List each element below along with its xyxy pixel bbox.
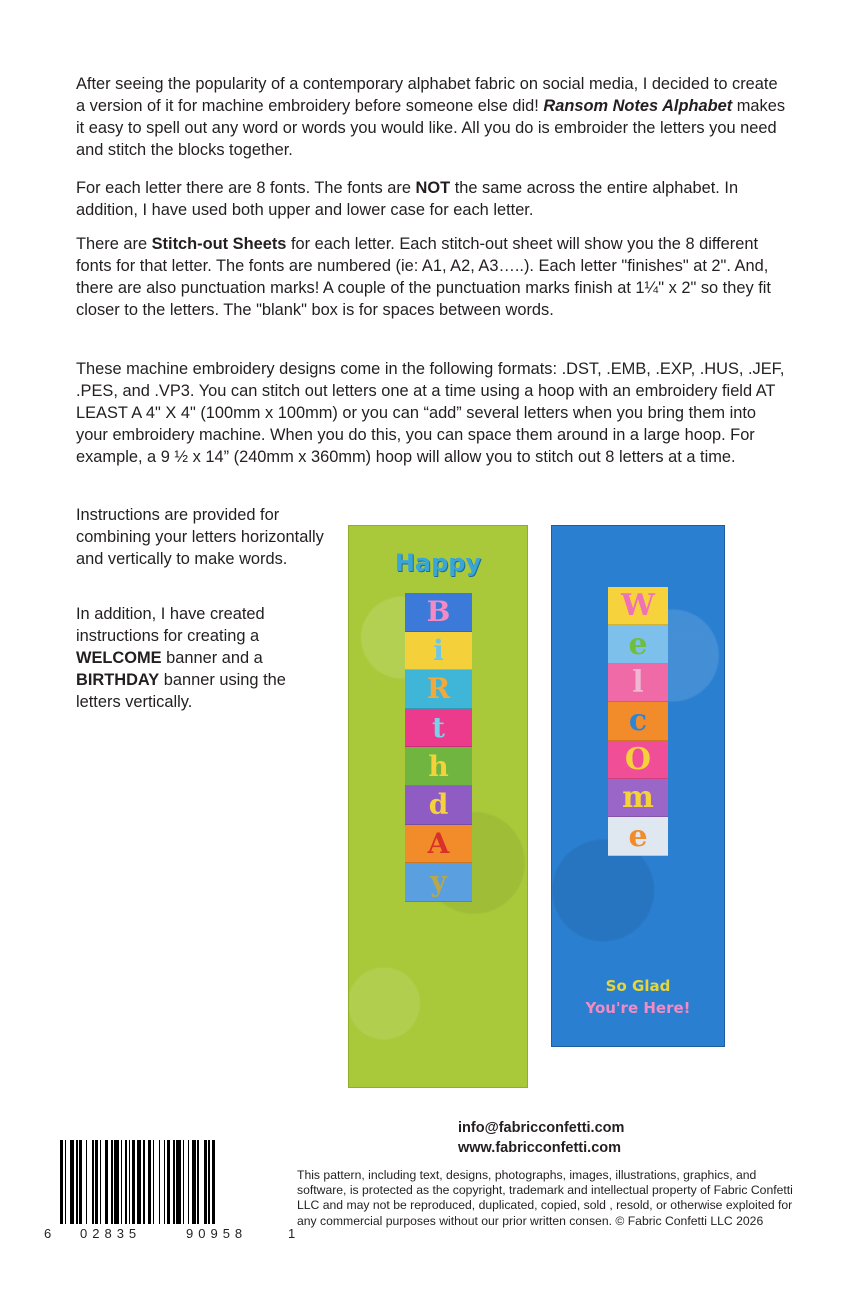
welcome-letter-block: W	[608, 587, 668, 625]
welcome-letter-block: m	[608, 779, 668, 817]
instructions-paragraph: Instructions are provided for combining your letters horizontally and vertically to make words.	[76, 506, 324, 568]
tagline-line-1: So Glad	[605, 977, 671, 995]
stitchout-emphasis: Stitch-out Sheets	[151, 235, 287, 253]
birthday-letter-block: y	[405, 863, 472, 902]
birthday-letter-column	[405, 593, 472, 902]
fonts-text-cont: the same across the entire alphabet. In addition, I have used both upper and lower case for each letter.	[76, 179, 739, 219]
birthday-letter-block: d	[405, 786, 472, 825]
welcome-tagline	[551, 975, 725, 1019]
barcode-left-group: 02835	[80, 1226, 142, 1241]
welcome-letter-block: O	[608, 741, 668, 779]
birthday-letter-block: A	[405, 825, 472, 864]
welcome-letter-block: e	[608, 625, 668, 663]
birthday-letter-block: t	[405, 709, 472, 748]
barcode-check-digit: 1	[288, 1226, 296, 1241]
banners-text-cont: banner and a	[161, 649, 263, 667]
formats-paragraph: These machine embroidery designs come in the following formats: .DST, .EMB, .EXP, .HUS, .JEF, .PES, and .VP3. You can stitch out letters one at a time using a hoop with an embroidery field AT LEAST A 4" X 4" (100mm x 100mm) or you can “add” several letters when you bring them into your embroidery machine. When you do this, you can space them around in a large hoop. For example, a 9 ½ x 14” (240mm x 360mm) hoop will allow you to stitch out 8 letters at a time.	[76, 360, 785, 466]
contact-info	[458, 1118, 624, 1158]
tagline-line-2: You're Here!	[585, 999, 691, 1017]
birthday-emphasis: BIRTHDAY	[76, 671, 160, 689]
birthday-letter-block: h	[405, 747, 472, 786]
product-name: Ransom Notes Alphabet	[543, 97, 733, 115]
barcode-first-digit: 6	[44, 1226, 52, 1241]
birthday-letter-block: R	[405, 670, 472, 709]
barcode-bars	[60, 1140, 280, 1224]
fonts-text: For each letter there are 8 fonts. The fonts are	[76, 179, 416, 197]
banners-text-end: banner using the letters vertically.	[76, 671, 286, 711]
welcome-letter-column	[608, 587, 668, 856]
welcome-letter-block: l	[608, 664, 668, 702]
copyright-notice: This pattern, including text, designs, photographs, images, illustrations, graphics, and software, is protected as the copyright, trademark and intellectual property of Fabric Confetti LLC and may not be reproduced, duplicated, copied, sold , resold, or otherwise exploited for any commercial purposes without our prior written consen. © Fabric Confetti LLC 2026	[297, 1168, 793, 1228]
contact-email[interactable]: info@fabricconfetti.com	[458, 1120, 625, 1136]
barcode	[44, 1138, 296, 1248]
barcode-right-group: 90958	[186, 1226, 248, 1241]
stitchout-paragraph	[76, 233, 788, 321]
intro-text-cont: makes it easy to spell out any word or words you would like. All you do is embroider the letters you need and stitch the blocks together.	[76, 97, 786, 159]
stitchout-text: There are	[76, 235, 152, 253]
birthday-letter-block: B	[405, 593, 472, 632]
fonts-paragraph	[76, 177, 788, 221]
welcome-banner-photo	[551, 525, 725, 1047]
banners-paragraph	[76, 603, 326, 713]
birthday-banner-photo	[348, 525, 528, 1088]
birthday-letter-block: i	[405, 632, 472, 671]
intro-paragraph	[76, 73, 788, 161]
welcome-letter-block: e	[608, 817, 668, 855]
banners-text: In addition, I have created instructions for creating a	[76, 605, 265, 645]
welcome-emphasis: WELCOME	[76, 649, 162, 667]
fonts-emphasis: NOT	[415, 179, 451, 197]
contact-website[interactable]: www.fabricconfetti.com	[458, 1140, 622, 1156]
intro-text: After seeing the popularity of a contemporary alphabet fabric on social media, I decided to create a version of it for machine embroidery before someone else did!	[76, 75, 778, 115]
happy-heading: Happy	[394, 549, 482, 577]
stitchout-text-cont: for each letter. Each stitch-out sheet will show you the 8 different fonts for that letter. The fonts are numbered (ie: A1, A2, A3…..). Each letter "finishes" at 2". And, there are also punctuation marks! A couple of the punctuation marks finish at 1¼" x 2" so they fit closer to the letters. The "blank" box is for spaces between words.	[76, 235, 771, 319]
welcome-letter-block: c	[608, 702, 668, 740]
